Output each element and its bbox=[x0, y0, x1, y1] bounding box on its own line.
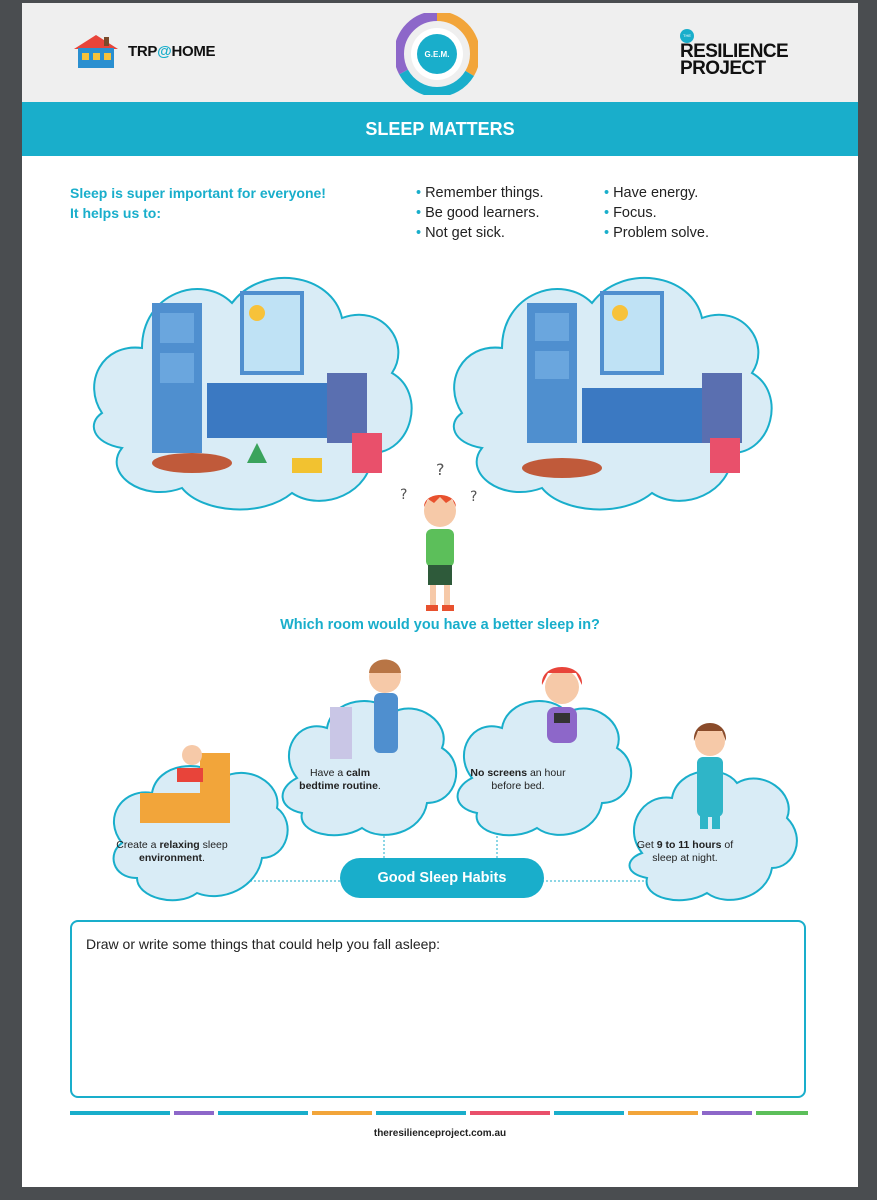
sun-icon bbox=[249, 305, 265, 321]
list-item: • Not get sick. bbox=[416, 225, 505, 241]
resilience-project-logo bbox=[680, 29, 810, 85]
trp-home-logo bbox=[70, 33, 240, 73]
intro-line1: Sleep is super important for everyone! bbox=[70, 185, 326, 201]
resilience-the-badge: THE bbox=[680, 29, 694, 43]
tidy-room-cloud bbox=[454, 278, 772, 509]
draw-write-box[interactable] bbox=[70, 920, 806, 1098]
habit-caption-screens: No screens an hour before bed. bbox=[470, 767, 566, 792]
trp-home-wordmark: TRP@HOME bbox=[128, 43, 216, 60]
benefits-list-left bbox=[416, 183, 544, 243]
habit-caption-hours: Get 9 to 11 hours of sleep at night. bbox=[636, 839, 734, 864]
page-title: SLEEP MATTERS bbox=[365, 119, 515, 139]
resilience-line2: PROJECT bbox=[680, 58, 766, 79]
intro-line2: It helps us to: bbox=[70, 205, 161, 221]
good-sleep-habits-label: Good Sleep Habits bbox=[340, 858, 544, 898]
footer-url: theresilienceproject.com.au bbox=[373, 1128, 507, 1139]
habit-caption-routine: Have a calm bedtime routine. bbox=[299, 767, 381, 792]
title-banner bbox=[22, 102, 858, 156]
intro-text bbox=[70, 183, 326, 223]
toy-truck-icon bbox=[292, 458, 322, 473]
question-text: Which room would you have a better sleep in? bbox=[280, 617, 600, 633]
worksheet-page bbox=[22, 3, 858, 1187]
question-mark-icon: ? bbox=[470, 489, 478, 505]
header bbox=[22, 3, 858, 102]
draw-prompt: Draw or write some things that could help you fall asleep: bbox=[86, 936, 441, 952]
question-mark-icon: ? bbox=[436, 460, 445, 479]
list-item: • Be good learners. bbox=[416, 205, 540, 221]
gem-center-text: G.E.M. bbox=[424, 50, 450, 59]
list-item: • Focus. bbox=[604, 205, 657, 221]
tablet-icon bbox=[554, 713, 570, 723]
footer-divider bbox=[70, 1111, 808, 1115]
messy-room-cloud bbox=[94, 278, 412, 509]
list-item: • Remember things. bbox=[416, 185, 544, 201]
benefits-list-right bbox=[604, 183, 709, 243]
resilience-line1: RESILIENCE bbox=[680, 41, 789, 62]
habit-caption-environment: Create a relaxing sleep environment. bbox=[116, 839, 228, 864]
question-mark-icon: ? bbox=[400, 487, 408, 503]
list-item: • Have energy. bbox=[604, 185, 699, 201]
house-icon bbox=[70, 33, 122, 69]
sink-icon bbox=[330, 707, 352, 759]
list-item: • Problem solve. bbox=[604, 225, 709, 241]
gem-logo bbox=[396, 13, 478, 95]
sun-icon bbox=[612, 305, 628, 321]
confused-boy-illustration bbox=[394, 459, 486, 615]
